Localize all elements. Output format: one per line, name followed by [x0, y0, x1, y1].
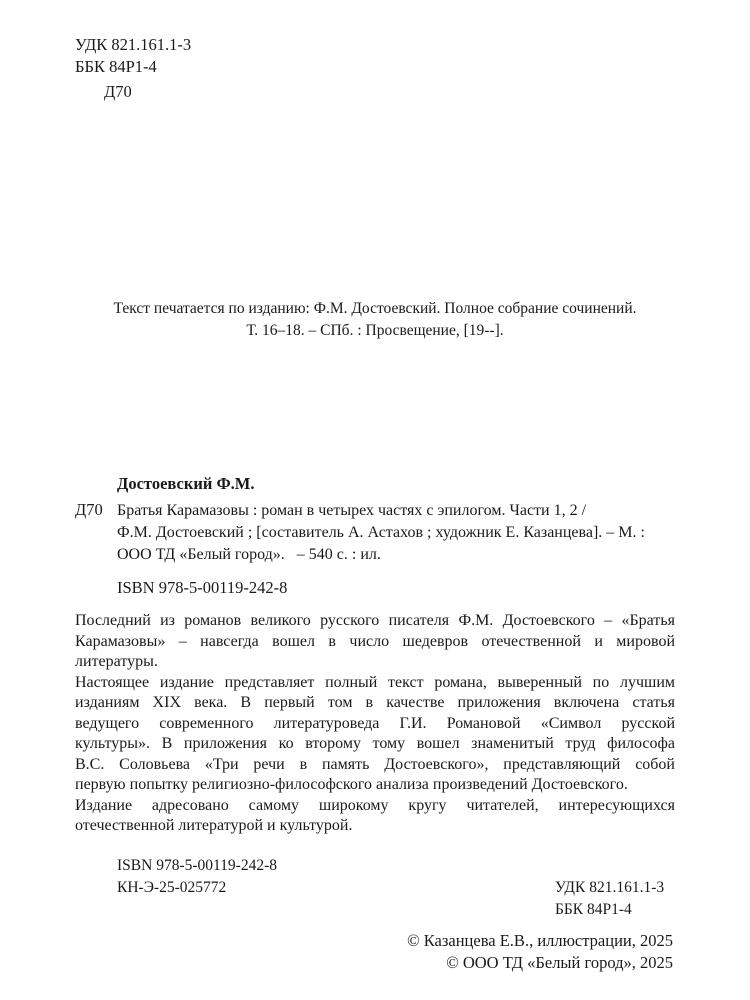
source-note-line: Т. 16–18. – СПб. : Просвещение, [19--]. — [246, 322, 504, 339]
biblio-line: Братья Карамазовы : роман в четырех частях с эпилогом. Части 1, 2 / — [117, 502, 587, 519]
copyright-block — [407, 930, 673, 974]
bibliographic-description — [117, 500, 645, 566]
bbk-code: ББК 84Р1-4 — [555, 901, 632, 918]
bbk-code: ББК 84Р1-4 — [75, 57, 157, 76]
annotation-line: ведущего современного литературоведа Г.И. Романовой «Символ русской — [75, 714, 675, 732]
annotation-line: изданиям XIX века. В первый том в качестве приложения включена статья — [75, 694, 675, 711]
udk-code: УДК 821.161.1-3 — [555, 879, 665, 896]
annotation-line: литературы. — [75, 653, 158, 670]
bottom-codes — [117, 855, 277, 899]
classification-codes-bottom — [555, 877, 664, 921]
annotation — [75, 611, 675, 837]
annotation-line: первую попытку религиозно-философского анализа произведений Достоевского. — [75, 776, 628, 793]
source-edition-note — [0, 298, 750, 342]
annotation-line: отечественной литературой и культурой. — [75, 817, 353, 834]
isbn-main: ISBN 978-5-00119-242-8 — [117, 578, 288, 597]
annotation-paragraph-1 — [75, 611, 675, 673]
biblio-line: ООО ТД «Белый город». – 540 с. : ил. — [117, 546, 381, 563]
annotation-paragraph-3 — [75, 796, 675, 837]
annotation-line: В.С. Соловьева «Три речи в память Достоевского», представляющий собой — [75, 755, 675, 773]
author-mark-top: Д70 — [104, 82, 132, 101]
annotation-line: Издание адресовано самому широкому кругу читателей, интересующихся — [75, 796, 675, 814]
annotation-line: Последний из романов великого русского писателя Ф.М. Достоевского – «Братья — [75, 612, 675, 629]
annotation-line: Карамазовы» – навсегда вошел в число шедевров отечественной и мировой — [75, 632, 675, 650]
author-mark: Д70 — [75, 500, 103, 519]
copyright-line: © Казанцева Е.В., иллюстрации, 2025 — [407, 931, 673, 950]
udk-code: УДК 821.161.1-3 — [75, 35, 192, 54]
kn-code: КН-Э-25-025772 — [117, 879, 227, 896]
isbn-bottom: ISBN 978-5-00119-242-8 — [117, 857, 278, 874]
annotation-line: Настоящее издание представляет полный текст романа, выверенный по лучшим — [75, 673, 675, 691]
author-heading: Достоевский Ф.М. — [117, 474, 255, 493]
annotation-paragraph-2 — [75, 673, 675, 796]
biblio-line: Ф.М. Достоевский ; [составитель А. Астахов ; художник Е. Казанцева]. – М. : — [117, 524, 645, 541]
annotation-line: культуры». В приложения ко второму тому вошел знаменитый труд философа — [75, 735, 675, 752]
copyright-line: © ООО ТД «Белый город», 2025 — [446, 953, 673, 972]
source-note-line: Текст печатается по изданию: Ф.М. Достоевский. Полное собрание сочинений. — [113, 300, 637, 317]
classification-codes-top — [75, 34, 191, 78]
